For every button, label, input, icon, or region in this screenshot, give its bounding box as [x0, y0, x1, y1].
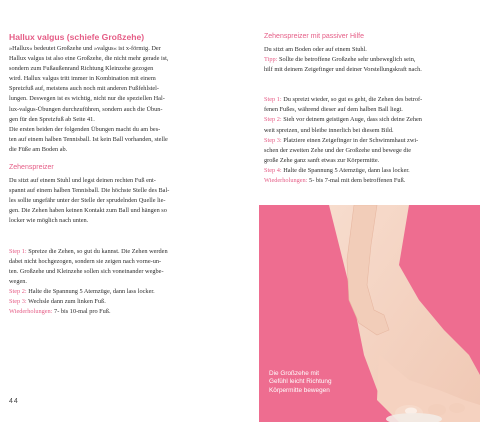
exercise-setup: [264, 45, 478, 75]
text-line: Du sitzt auf einem Stuhl und legst deinen rechten Fuß ent-: [9, 177, 156, 185]
text-line: les sollte ungefähr unter der Stelle der sprudelnden Quelle lie-: [9, 197, 166, 205]
step-2: [9, 287, 219, 297]
text-line: ten. Großzehe und Kleinzehe sollen sich voneinander wegbe-: [9, 267, 164, 275]
photo-caption: [269, 370, 379, 395]
tip-text: Sollte die betroffene Großzehe sehr unbeweglich sein,: [279, 56, 416, 64]
repetitions: [9, 307, 219, 317]
step-2: [264, 115, 478, 125]
step-label: Step 3:: [264, 136, 282, 144]
step-text: Sieh vor deinem geistigen Auge, dass sich deine Zehen: [283, 116, 422, 124]
step-1: [264, 95, 478, 105]
text-line: gen. Die Zehen haben keinen Kontakt zum Ball und hängen so: [9, 207, 167, 215]
step-text: Halte die Spannung 5 Atemzüge, dann lass locker.: [28, 287, 155, 295]
text-line: wegen.: [9, 277, 28, 285]
caption-line: Die Großzehe mit: [269, 370, 320, 377]
step-text: 5- bis 7-mal mit dem betroffenen Fuß.: [309, 177, 406, 185]
step-3: [9, 297, 219, 307]
text-line: Hallux valgus ist also eine Großzehe, die nicht mehr gerade ist,: [9, 55, 169, 63]
text-line: hilf mit deinem Zeigefinger und deiner Vorstellungskraft nach.: [264, 66, 422, 74]
step-label: Step 2:: [264, 116, 282, 124]
step-label: Step 2:: [9, 287, 27, 295]
toe: [449, 403, 465, 413]
text-line: »Hallux« bedeutet Großzehe und »valgus« ist x-förmig. Der: [9, 45, 161, 52]
text-line: die Füße am Boden ab.: [9, 145, 68, 153]
text-line: lux-valgus-Übungen durchzuführen, sondern auch die Übun-: [9, 105, 163, 113]
step-text: Platziere einen Zeigefinger in der Schwimmhaut zwi-: [283, 136, 419, 144]
step-4: [264, 166, 478, 176]
text-line: wird. Hallux valgus tritt immer in Kombination mit einem: [9, 75, 156, 83]
text-line: ten auf einem halben Tennisball. Ist kein Ball vorhanden, stelle: [9, 135, 168, 143]
step-label: Wiederholungen:: [264, 177, 308, 185]
exercise-title-zehenspreizer: Zehenspreizer: [9, 164, 54, 172]
step-text: Spreize die Zehen, so gut du kannst. Die Zehen werden: [28, 247, 168, 255]
step-text: 7- bis 10-mal pro Fuß.: [54, 308, 111, 316]
step-text: Du spreizt wieder, so gut es geht, die Zehen des betrof-: [283, 96, 423, 104]
caption-line: Gefühl leicht Richtung: [269, 378, 332, 386]
step-label: Step 1:: [9, 247, 27, 255]
right-column: [264, 32, 478, 186]
caption-line: Körpermitte bewegen: [269, 386, 330, 394]
text-line: gen für den Spreizfuß ab Seite 41.: [9, 115, 95, 123]
step-list: [264, 95, 478, 186]
text-line: Du sitzt am Boden oder auf einem Stuhl.: [264, 46, 367, 53]
step-text: Wechsle dann zum linken Fuß.: [28, 297, 106, 305]
repetitions: [264, 176, 478, 186]
step-3: [264, 136, 478, 146]
step-label: Wiederholungen:: [9, 308, 53, 316]
text-line: große Zehe ganz sanft etwas zur Körpermitte.: [264, 156, 380, 164]
step-label: Step 4:: [264, 166, 282, 174]
left-column: [9, 32, 219, 317]
step-label: Step 1:: [264, 96, 282, 104]
step-label: Step 3:: [9, 297, 27, 305]
page-number: 44: [9, 398, 19, 405]
text-line: sondern zum Fußaußenrand Richtung Kleinzehe gezogen: [9, 65, 154, 73]
text-line: Die ersten beiden der folgenden Übungen macht du am bes-: [9, 125, 161, 133]
intro-paragraph: [9, 44, 219, 155]
tip-line: [264, 55, 478, 65]
text-line: lungen. Deswegen ist es wichtig, nicht nur die speziellen Hal-: [9, 95, 165, 103]
step-text: Halte die Spannung 5 Atemzüge, dann lass locker.: [283, 166, 410, 174]
text-line: schen der zweiten Zehe und der Großzehe und bewege die: [264, 146, 412, 154]
text-line: Spreizfuß auf, meistens auch noch mit anderen Fußfehlstel-: [9, 85, 160, 93]
exercise-description: [9, 176, 219, 226]
text-line: spannt auf einem halben Tennisball. Die höchste Stelle des Bal-: [9, 187, 170, 195]
text-line: weit spreizen, und bleibe innerlich bei diesem Bild.: [264, 126, 394, 134]
step-list: [9, 247, 219, 318]
section-title-hallux-valgus: Hallux valgus (schiefe Großzehe): [9, 32, 145, 42]
step-1: [9, 247, 219, 257]
text-line: fenen Fußes, während dieser auf dem halben Ball liegt.: [264, 106, 403, 114]
text-line: dabei nicht hochgezogen, sondern sie zeigen nach vorne-un-: [9, 257, 162, 265]
text-line: locker wie möglich nach unten.: [9, 217, 89, 225]
exercise-title-passive-help: Zehenspreizer mit passiver Hilfe: [264, 33, 364, 40]
tip-label: Tipp:: [264, 56, 278, 64]
